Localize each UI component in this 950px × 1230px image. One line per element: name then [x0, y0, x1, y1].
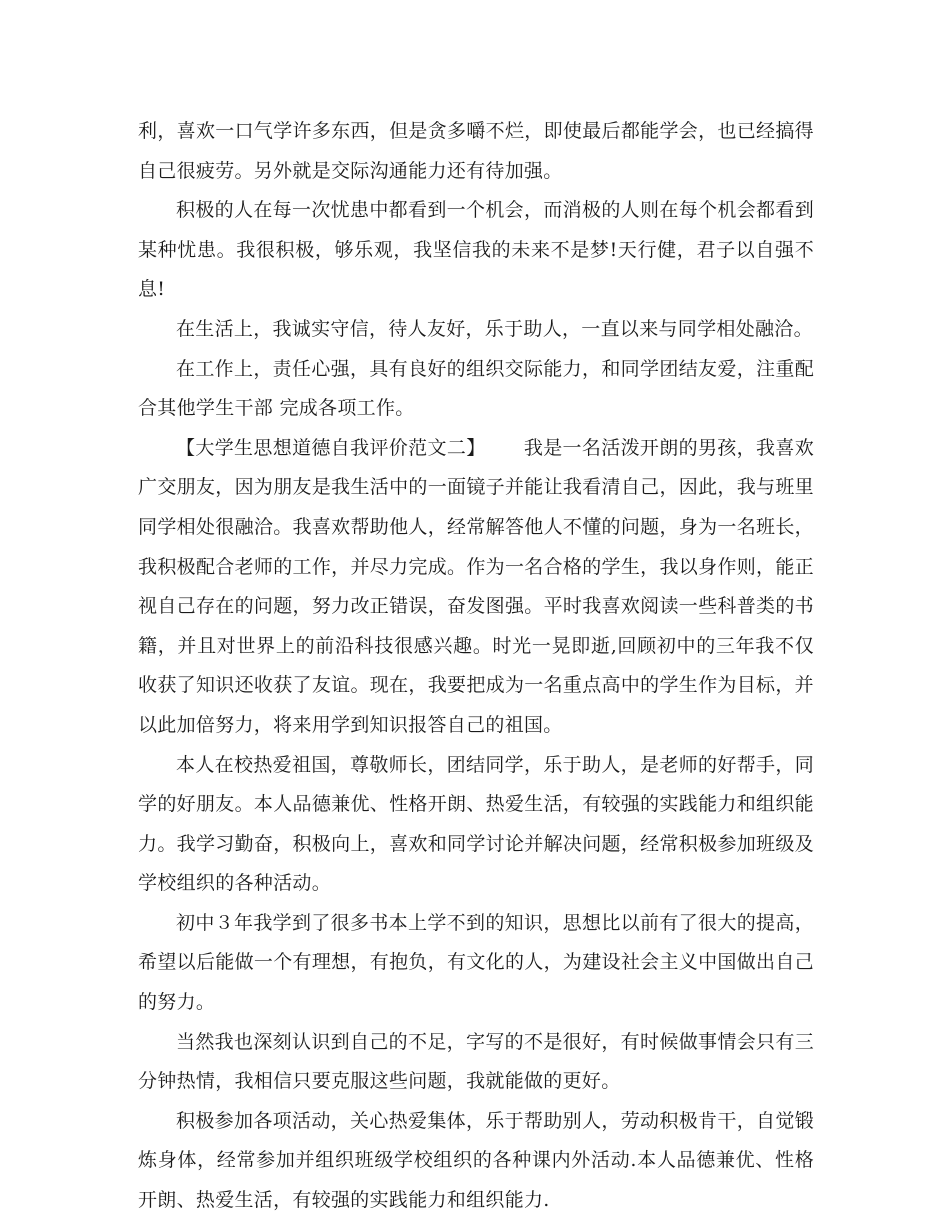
paragraph-3: 在生活上，我诚实守信，待人友好，乐于助人，一直以来与同学相处融洽。	[176, 317, 813, 340]
paragraph-1: 利，喜欢一口气学许多东西，但是贪多嚼不烂，即使最后都能学会，也已经搞得自己很疲劳。另外就是交际沟通能力还有待加强。	[138, 120, 814, 182]
paragraph-6: 本人在校热爱祖国，尊敬师长，团结同学，乐于助人，是老师的好帮手，同学的好朋友。本人品德兼优、性格开朗、热爱生活，有较强的实践能力和组织能力。我学习勤奋，积极向上，喜欢和同学讨论并解决问题，经常积极参加班级及学校组织的各种活动。	[138, 753, 814, 895]
paragraph-8: 当然我也深刻认识到自己的不足，字写的不是很好，有时候做事情会只有三分钟热情，我相信只要克服这些问题，我就能做的更好。	[138, 1030, 814, 1093]
document-body	[138, 112, 814, 1221]
paragraph-2: 积极的人在每一次忧患中都看到一个机会，而消极的人则在每个机会都看到某种忧患。我很积极，够乐观，我坚信我的未来不是梦!天行健，君子以自强不息!	[138, 199, 814, 301]
paragraph-4: 在工作上，责任心强，具有良好的组织交际能力，和同学团结友爱，注重配合其他学生干部 完成各项工作。	[138, 357, 814, 420]
paragraph-7: 初中３年我学到了很多书本上学不到的知识，思想比以前有了很大的提高，希望以后能做一个有理想，有抱负，有文化的人，为建设社会主义中国做出自己的努力。	[138, 911, 814, 1014]
paragraph-9: 积极参加各项活动，关心热爱集体，乐于帮助别人，劳动积极肯干，自觉锻炼身体，经常参加并组织班级学校组织的各种课内外活动.本人品德兼优、性格开朗、热爱生活，有较强的实践能力和组织能力.	[138, 1109, 814, 1212]
paragraph-5-essay-two: 【大学生思想道德自我评价范文二】 我是一名活泼开朗的男孩，我喜欢广交朋友，因为朋友是我生活中的一面镜子并能让我看清自己，因此，我与班里同学相处很融洽。我喜欢帮助他人，经常解答他人不懂的问题，身为一名班长，我积极配合老师的工作，并尽力完成。作为一名合格的学生，我以身作则，能正视自己存在的问题，努力改正错误，奋发图强。平时我喜欢阅读一些科普类的书籍，并且对世界上的前沿科技很感兴趣。时光一晃即逝,回顾初中的三年我不仅收获了知识还收获了友谊。现在，我要把成为一名重点高中的学生作为目标，并以此加倍努力，将来用学到知识报答自己的祖国。	[138, 436, 814, 736]
